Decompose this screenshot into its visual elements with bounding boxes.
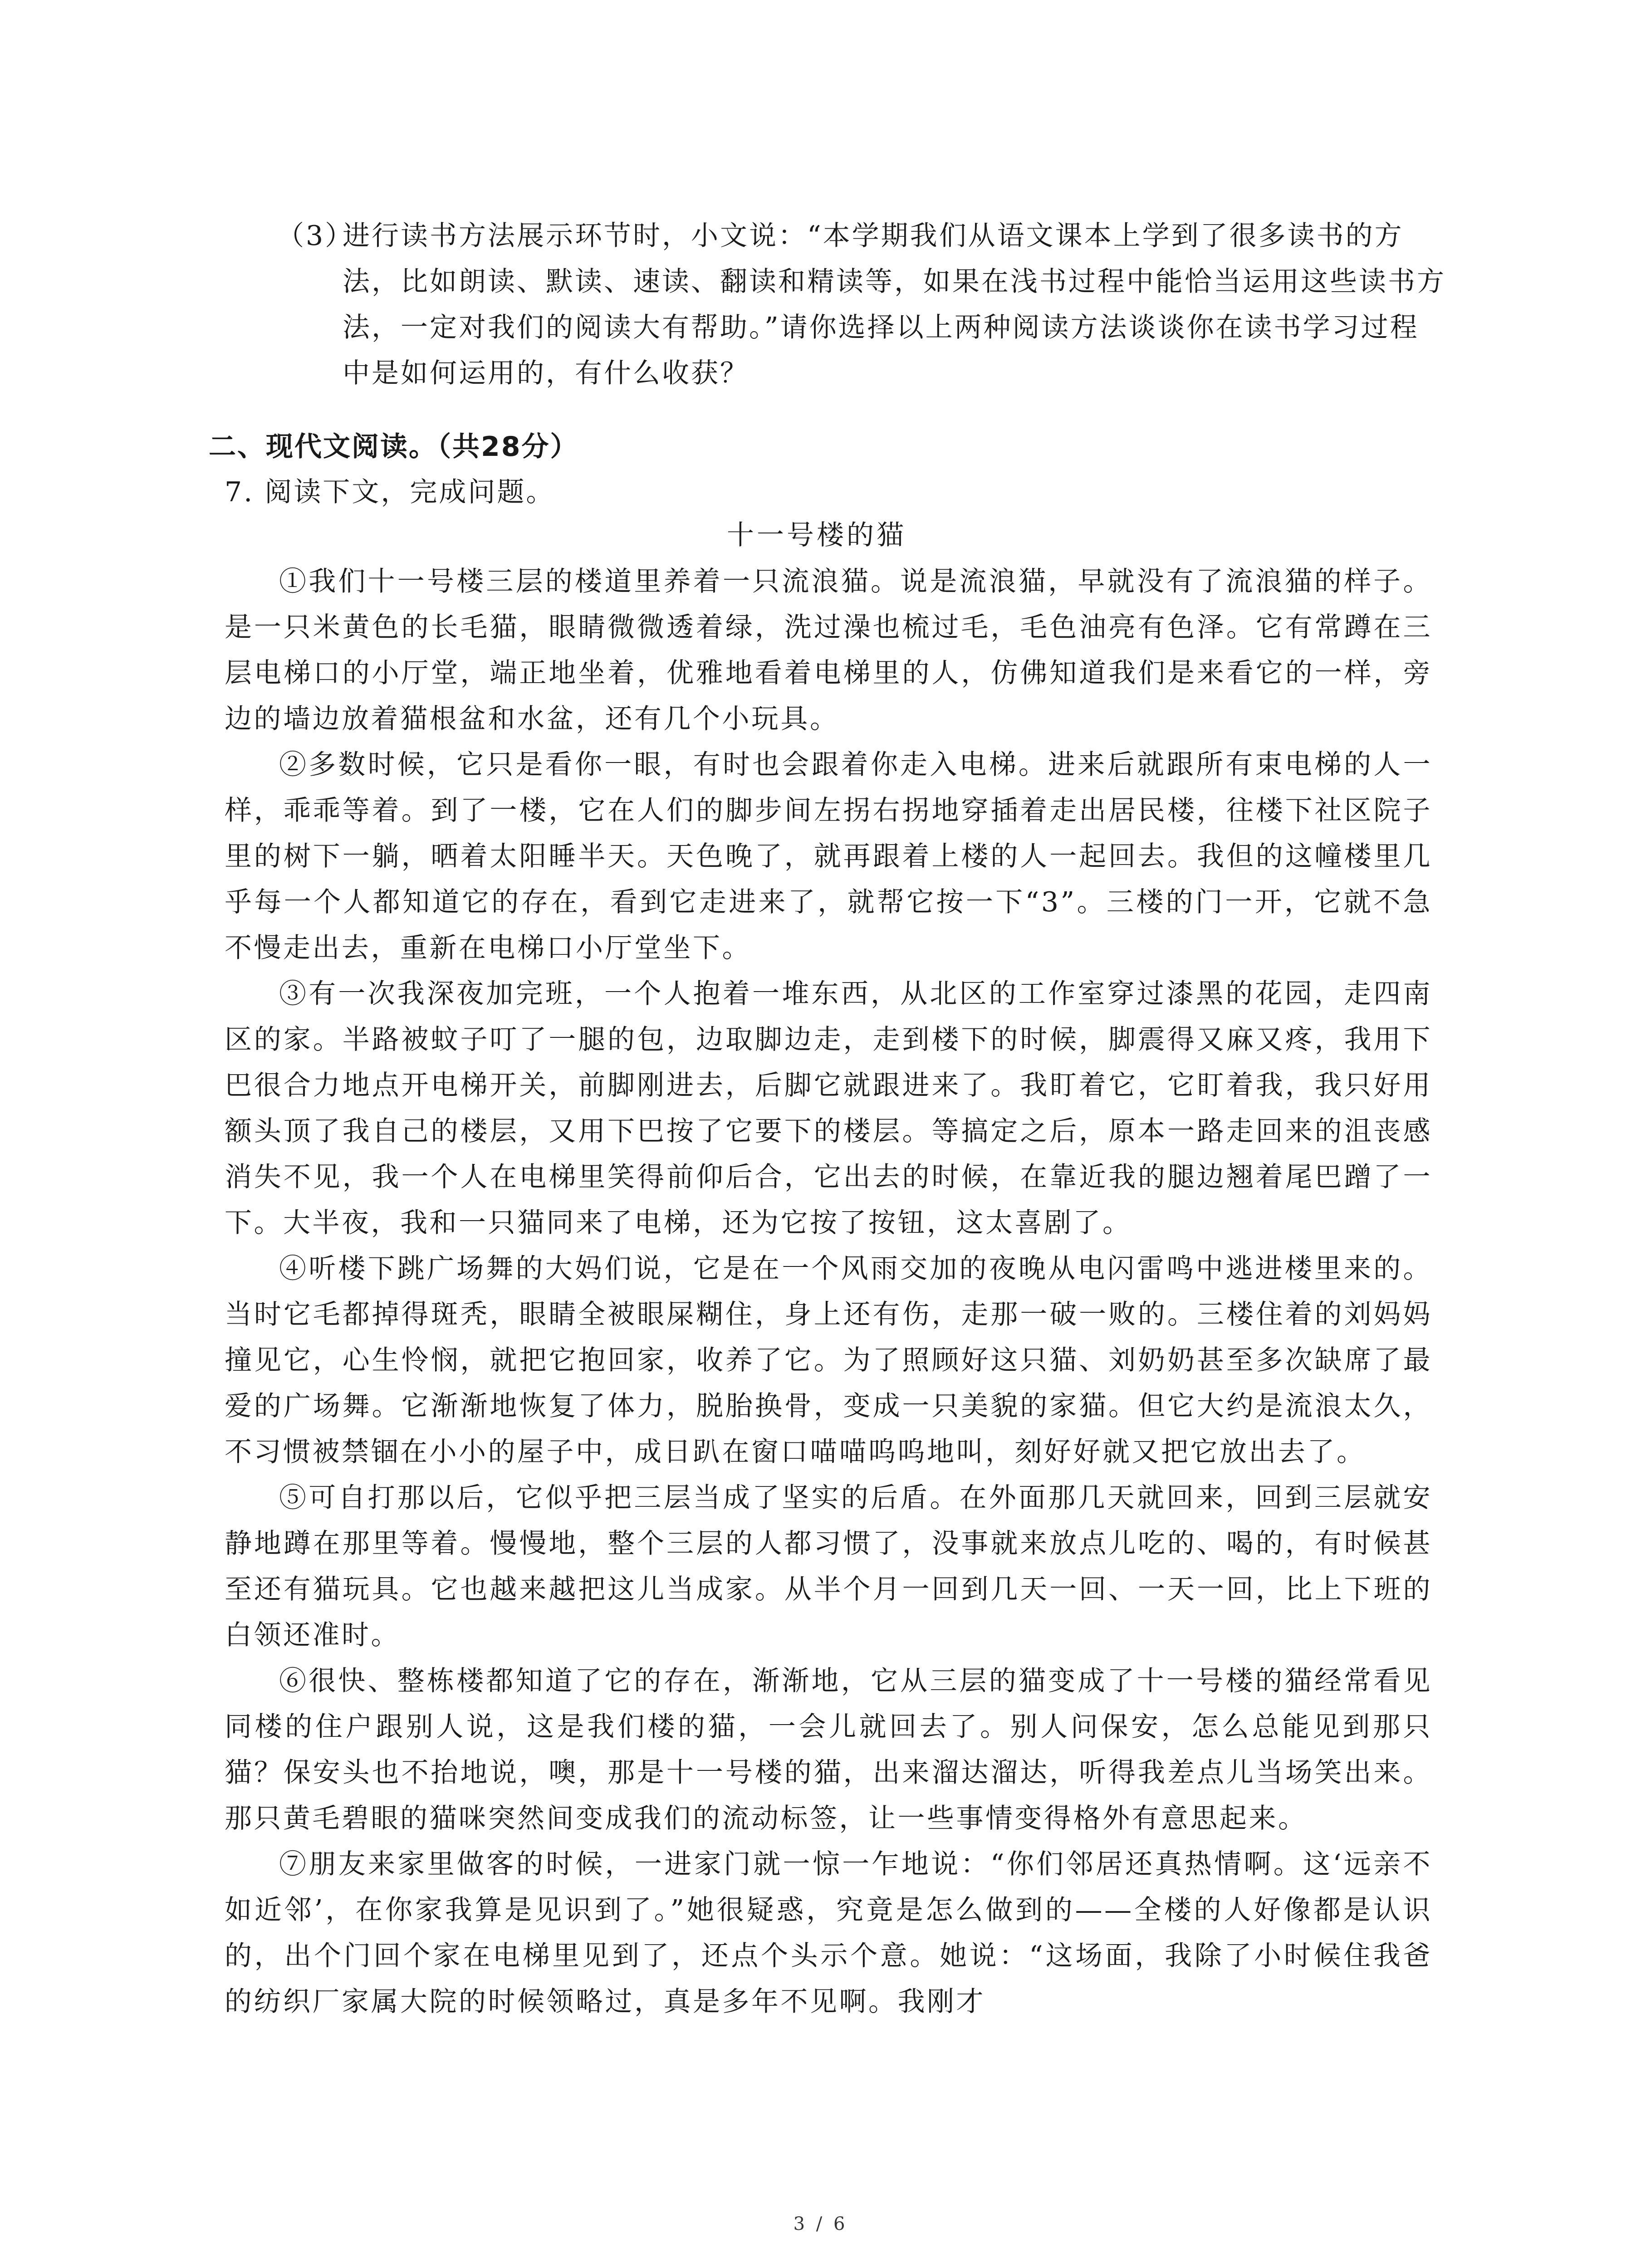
essay-paragraph-2: ②多数时候，它只是看你一眼，有时也会跟着你走入电梯。进来后就跟所有束电梯的人一样，乖乖等着。到了一楼，它在人们的脚步间左拐右拐地穿插着走出居民楼，往楼下社区院子里的树下一躺，晒着太阳睡半天。天色晚了，就再跟着上楼的人一起回去。我但的这幢楼里几乎每一个人都知道它的存在，看到它走进来了，就帮它按一下“3”。三楼的门一开，它就不急不慢走出去，重新在电梯口小厅堂坐下。 [225,749,1432,964]
essay-paragraph-1: ①我们十一号楼三层的楼道里养着一只流浪猫。说是流浪猫，早就没有了流浪猫的样子。是一只米黄色的长毛猫，眼睛微微透着绿，洗过澡也梳过毛，毛色油亮有色泽。它有常蹲在三层电梯口的小厅堂，端正地坐着，优雅地看着电梯里的人，仿佛知道我们是来看它的一样，旁边的墙边放着猫根盆和水盆，还有几个小玩具。 [225,566,1432,735]
essay-paragraph-3: ③有一次我深夜加完班，一个人抱着一堆东西，从北区的工作室穿过漆黑的花园，走四南区的家。半路被蚊子叮了一腿的包，边取脚边走，走到楼下的时候，脚震得又麻又疼，我用下巴很合力地点开电梯开关，前脚刚进去，后脚它就跟进来了。我盯着它，它盯着我，我只好用额头顶了我自己的楼层，又用下巴按了它要下的楼层。等搞定之后，原本一路走回来的沮丧感消失不见，我一个人在电梯里笑得前仰后合，它出去的时候，在靠近我的腿边翘着尾巴蹭了一下。大半夜，我和一只猫同来了电梯，还为它按了按钮，这太喜剧了。 [225,978,1432,1239]
page-number: 3 / 6 [793,2214,848,2234]
section-title: 二、现代文阅读。（共28分） [209,431,579,463]
question-3-text: 进行读书方法展示环节时，小文说：“本学期我们从语文课本上学到了很多读书的方法，比如朗读、默读、速读、翻读和精读等，如果在浅书过程中能恰当运用这些读书方法，一定对我们的阅读大有帮助。”请你选择以上两种阅读方法谈谈你在读书学习过程中是如何运用的，有什么收获？ [343,220,1446,389]
essay-paragraph-7: ⑦朋友来家里做客的时候，一进家门就一惊一乍地说：“你们邻居还真热情啊。这‘远亲不如近邻’，在你家我算是见识到了。”她很疑惑，究竟是怎么做到的——全楼的人好像都是认识的，出个门回个家在电梯里见到了，还点个头示个意。她说：“这场面，我除了小时候住我爸的纺织厂家属大院的时候领略过，真是多年不见啊。我刚才 [225,1848,1432,2018]
question-7-prompt: 7. 阅读下文，完成问题。 [225,476,555,508]
essay-paragraph-4: ④听楼下跳广场舞的大妈们说，它是在一个风雨交加的夜晚从电闪雷鸣中逃进楼里来的。当时它毛都掉得斑秃，眼睛全被眼屎糊住，身上还有伤，走那一破一败的。三楼住着的刘妈妈撞见它，心生怜悯，就把它抱回家，收养了它。为了照顾好这只猫、刘奶奶甚至多次缺席了最爱的广场舞。它渐渐地恢复了体力，脱胎换骨，变成一只美貌的家猫。但它大约是流浪太久，不习惯被禁锢在小小的屋子中，成日趴在窗口喵喵呜呜地叫，刻好好就又把它放出去了。 [225,1253,1432,1468]
question-3-number: （3） [277,220,354,252]
essay-paragraph-5: ⑤可自打那以后，它似乎把三层当成了坚实的后盾。在外面那几天就回来，回到三层就安静地蹲在那里等着。慢慢地，整个三层的人都习惯了，没事就来放点儿吃的、喝的，有时候甚至还有猫玩具。它也越来越把这儿当成家。从半个月一回到几天一回、一天一回，比上下班的白领还准时。 [225,1482,1432,1651]
essay-title: 十一号楼的猫 [727,519,906,551]
essay-body [225,559,1432,2025]
question-3 [277,213,1447,396]
essay-paragraph-6: ⑥很快、整栋楼都知道了它的存在，渐渐地，它从三层的猫变成了十一号楼的猫经常看见同楼的住户跟别人说，这是我们楼的猫，一会儿就回去了。别人问保安，怎么总能见到那只猫？保安头也不抬地说，噢，那是十一号楼的猫，出来溜达溜达，听得我差点儿当场笑出来。那只黄毛碧眼的猫咪突然间变成我们的流动标签，让一些事情变得格外有意思起来。 [225,1665,1432,1834]
